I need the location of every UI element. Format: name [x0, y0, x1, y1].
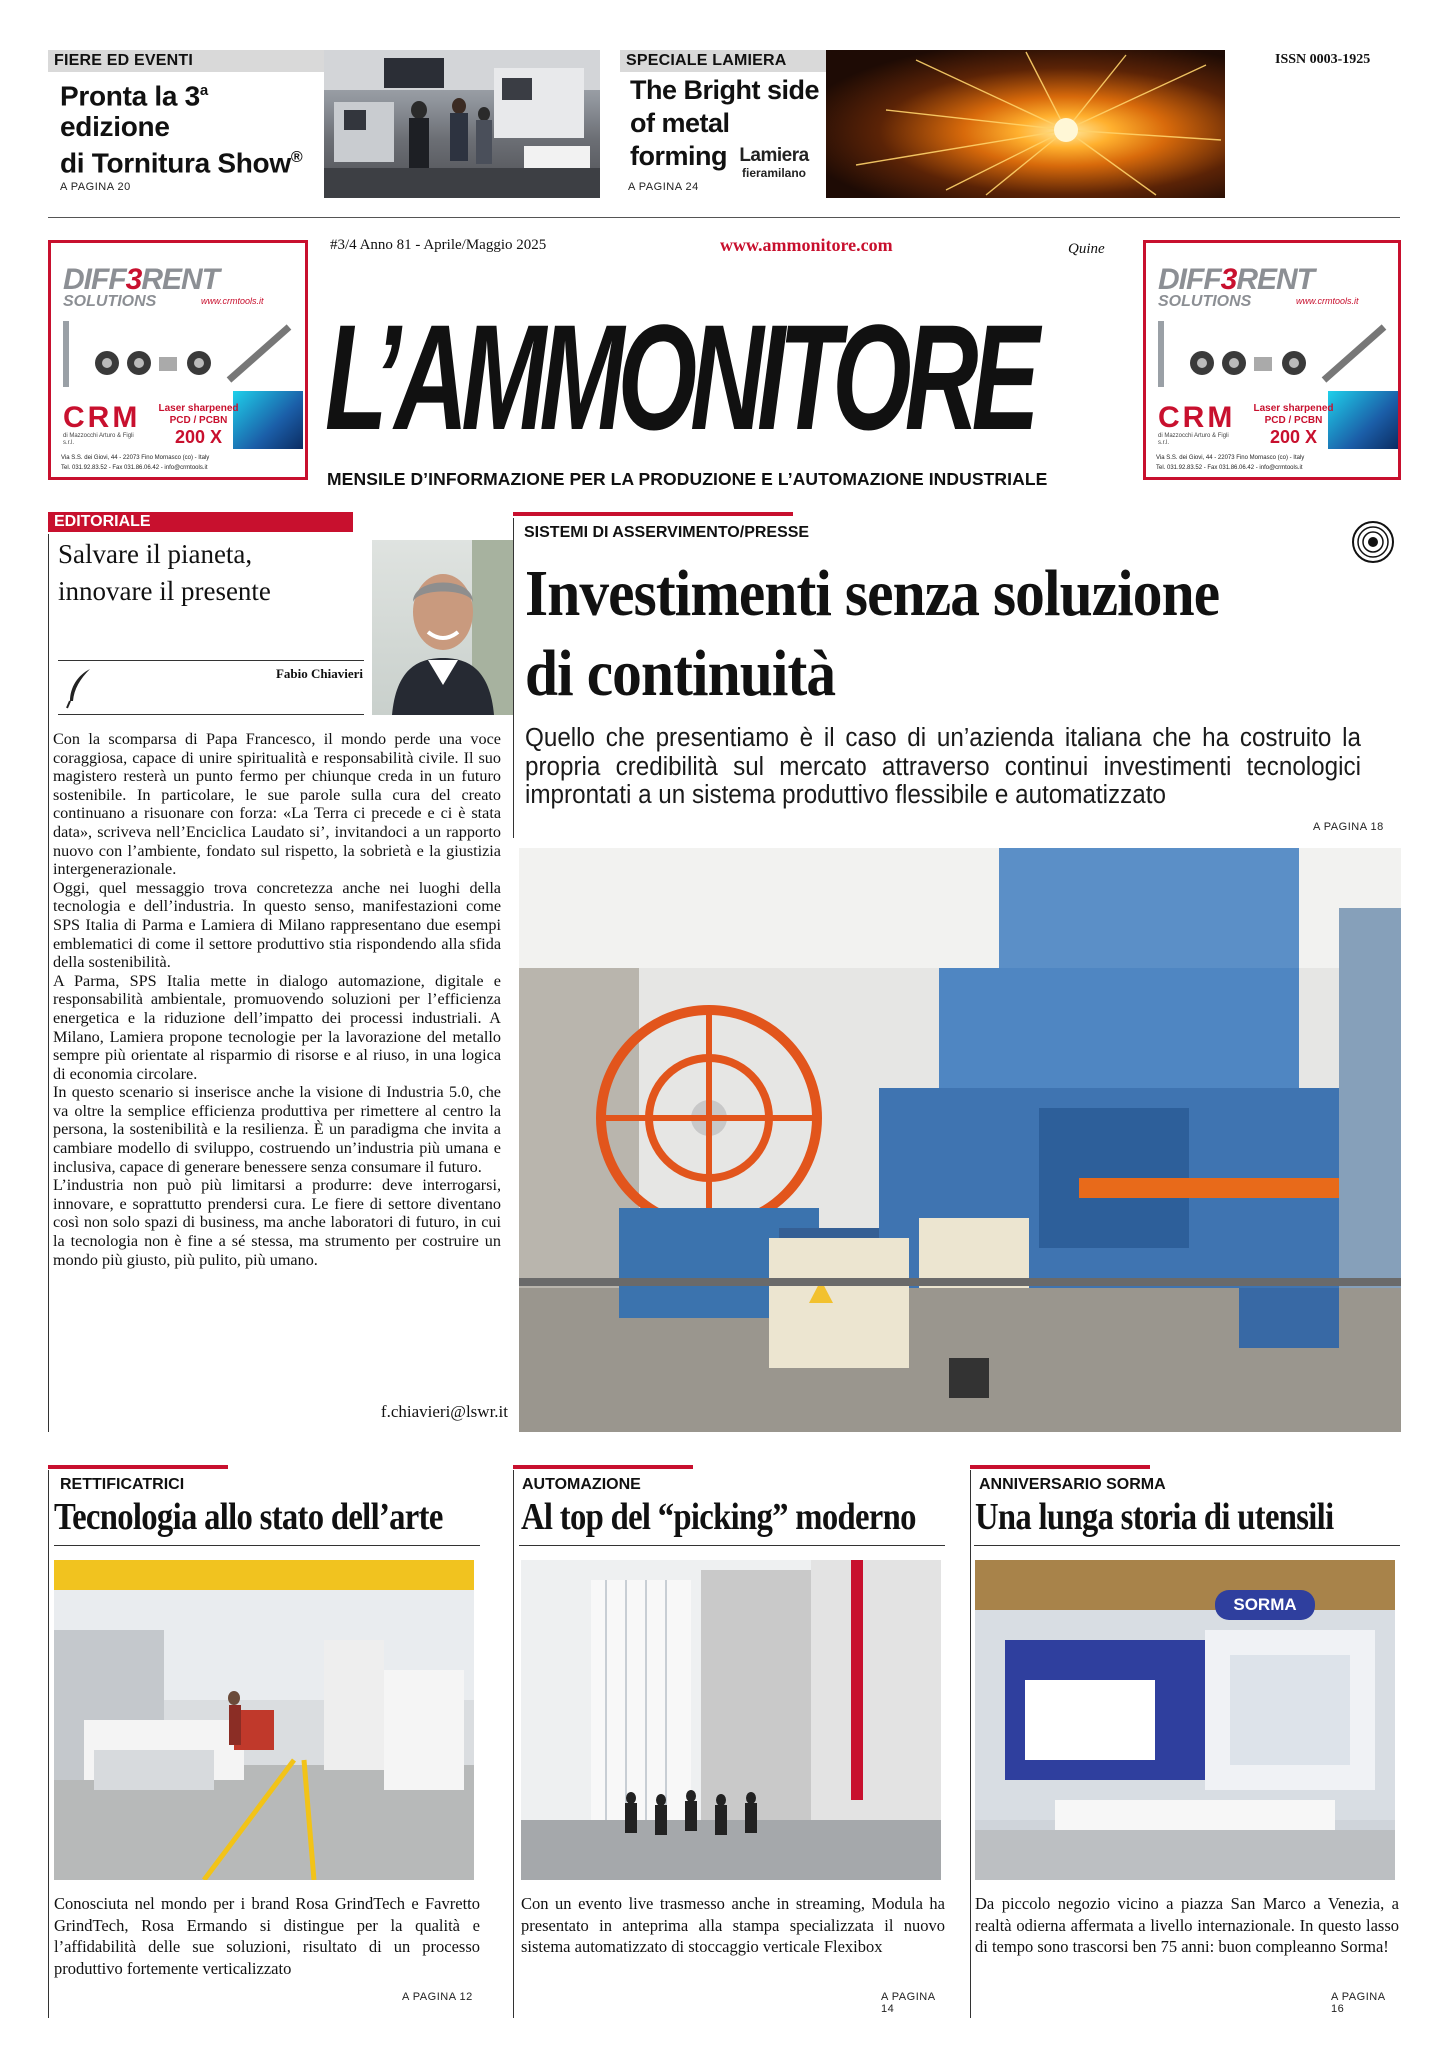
teaser-title-line1: The Bright side	[630, 75, 820, 105]
masthead-subtitle: MENSILE D’INFORMAZIONE PER LA PRODUZIONE E L’AUTOMAZIONE INDUSTRIALE	[327, 469, 1048, 489]
lamiera-logo	[724, 146, 824, 186]
lead-redbar	[513, 512, 793, 516]
article-rettificatrici[interactable]	[48, 1465, 480, 2018]
masthead-title: L’AMMONITORE	[325, 293, 1033, 461]
ad-offer-1: Laser sharpened	[158, 403, 239, 414]
ad-address: Via S.S. dei Giovi, 44 - 22073 Fino Mornasco (co) - Italy	[1156, 455, 1305, 461]
teaser-title-line2: of metal forming	[630, 108, 730, 171]
ad-headline-b: 3	[1220, 263, 1237, 296]
teaser-lamiera[interactable]	[620, 50, 1225, 198]
editorial-paragraph: A Parma, SPS Italia mette in dialogo automazione, digitale e responsabilità ambientale, promuovendo soluzioni per l’efficienza energetica e la riduzione dell’impatto dei processi industriali. A Milano, Lamiera propone tecnologie per la lavorazione del metallo sempre più orientate al risparmio di risorse e al riuso, in una logica di economia circolare.	[53, 971, 501, 1083]
editorial-frame	[48, 534, 49, 1432]
ad-headline-sub: SOLUTIONS	[63, 293, 157, 310]
lead-vrule	[513, 518, 514, 838]
editorial-author-rule-bottom	[58, 714, 364, 715]
ad-offer-2: PCD / PCBN	[169, 415, 228, 426]
teaser-title	[60, 75, 330, 179]
ad-tools-image	[1154, 315, 1394, 393]
teaser-title-line1: Pronta la 3	[60, 80, 200, 112]
ad-headline	[63, 265, 219, 295]
article-page: A PAGINA 16	[1331, 1991, 1385, 2015]
publisher-logo: Quine	[1068, 241, 1105, 257]
ad-crm-right[interactable]	[1143, 240, 1401, 480]
ad-site: www.crmtools.it	[201, 296, 264, 306]
top-rule	[48, 217, 1400, 218]
ad-headline-b: 3	[125, 263, 142, 296]
lead-title-line1: Investimenti senza soluzione	[525, 557, 1220, 630]
ad-offer-3: 200 X	[174, 427, 223, 447]
booth-sign: SORMA	[1215, 1590, 1315, 1620]
editorial-paragraph: Con la scomparsa di Papa Francesco, il mondo perde una voce coraggiosa, capace di unire spiritualità e responsabilità civile. Il suo magistero resterà un punto fermo per chiunque creda in un futuro sostenibile. In particolare, le sue parole sulla cura del creato continuano a risuonare con forza: «La Terra ci precede e ci è stata data», scriveva nell’Enciclica Laudato si’, invitandoci a un rapporto nuovo con l’ambiente, fondato sul rispetto, la sobrietà e la giustizia intergenerazionale.	[53, 730, 501, 879]
article-summary: Conosciuta nel mondo per i brand Rosa GrindTech e Favretto GrindTech, Rosa Ermando si distingue per la qualità e l’affidabilità delle sue soluzioni, risultato di un processo produttivo fortemente verticalizzato	[54, 1894, 480, 1978]
ad-headline-c: RENT	[1236, 263, 1315, 296]
ad-site: www.crmtools.it	[1296, 296, 1359, 306]
ad-offer-3: 200 X	[1269, 427, 1318, 447]
ad-headline-a: DIFF	[63, 263, 126, 296]
ad-headline-sub: SOLUTIONS	[1158, 293, 1252, 310]
ad-headline-a: DIFF	[1158, 263, 1221, 296]
teaser-title-line2: edizione	[60, 111, 170, 143]
article-page: A PAGINA 14	[881, 1991, 935, 2015]
ad-crm-left[interactable]	[48, 240, 308, 480]
lamiera-logo-name: Lamiera	[739, 145, 809, 166]
editorial-author-photo	[372, 540, 514, 715]
teaser-kicker: SPECIALE LAMIERA	[620, 50, 826, 72]
lead-article[interactable]	[513, 512, 1401, 1432]
article-vrule	[513, 1470, 514, 2018]
lead-photo-press	[519, 848, 1401, 1432]
article-title-rule	[519, 1545, 945, 1546]
ad-brand: CRM	[1158, 401, 1236, 434]
article-kicker: AUTOMAZIONE	[522, 1476, 641, 1493]
teaser-kicker: FIERE ED EVENTI	[48, 50, 324, 72]
editorial-paragraph: In questo scenario si inserisce anche la visione di Industria 5.0, che va oltre la semplice efficienza produttiva per rimettere al centro la persona, la sostenibilità e la resilienza. È un paradigma che invita a cambiare modello di sviluppo, costruendo un’industria più umana e inclusiva, capace di generare benessere senza consumare il futuro.	[53, 1083, 501, 1176]
editorial-kicker: EDITORIALE	[48, 512, 353, 532]
editorial-title	[58, 536, 348, 610]
article-vrule	[48, 1470, 49, 2018]
article-photo-factory	[54, 1560, 474, 1880]
article-automazione[interactable]	[513, 1465, 950, 2018]
article-kicker: RETTIFICATRICI	[60, 1476, 185, 1493]
ad-brand: CRM	[63, 401, 141, 434]
editorial-paragraph: Oggi, quel messaggio trova concretezza anche nei luoghi della tecnologia e dell’industria. In questo senso, manifestazioni come SPS Italia di Parma e Lamiera di Milano rappresentano due esempi emblematici di come il settore produttivo stia rispondendo alla sfida della sostenibilità.	[53, 878, 501, 972]
editorial-author: Fabio Chiavieri	[275, 666, 363, 681]
ad-offer	[156, 403, 241, 447]
ad-headline	[1158, 265, 1314, 295]
editorial-body	[53, 730, 501, 1269]
article-summary: Con un evento live trasmesso anche in streaming, Modula ha presentato in anteprima alla stampa specializzata il nuovo sistema automatizzato di stoccaggio verticale Flexibox	[521, 1894, 945, 1956]
article-sorma[interactable]	[970, 1465, 1401, 2018]
editorial	[48, 512, 514, 1432]
editorial-email[interactable]: f.chiavieri@lswr.it	[380, 1402, 508, 1421]
editorial-title-line1: Salvare il pianeta,	[58, 539, 253, 569]
ad-offer-1: Laser sharpened	[1253, 403, 1334, 414]
issn: ISSN 0003-1925	[1275, 52, 1371, 67]
ad-blue-swatch	[1328, 391, 1398, 449]
article-summary: Da piccolo negozio vicino a piazza San Marco a Venezia, a realtà odierna affermata a livello internazionale. In questo lasso di tempo sono trascorsi ben 75 anni: buon compleanno Sorma!	[975, 1894, 1399, 1956]
article-redbar	[970, 1465, 1150, 1469]
article-title-rule	[54, 1545, 480, 1546]
lead-title	[525, 554, 1299, 714]
article-title: Una lunga storia di utensili	[975, 1496, 1334, 1538]
article-photo-booth	[975, 1560, 1395, 1880]
article-page: A PAGINA 12	[402, 1991, 473, 2003]
ad-brand-sub: di Mazzocchi Arturo & Figli s.r.l.	[63, 433, 134, 446]
teaser-photo-tradeshow	[324, 50, 600, 198]
ad-headline-c: RENT	[141, 263, 220, 296]
ad-contacts: Tel. 031.92.83.52 - Fax 031.86.06.42 - info@crmtools.it	[1156, 465, 1303, 471]
ad-blue-swatch	[233, 391, 303, 449]
lead-title-line2: di continuità	[525, 637, 836, 710]
teaser-tornitura[interactable]	[48, 50, 600, 198]
teaser-photo-sparks	[826, 50, 1225, 198]
article-title: Tecnologia allo stato dell’arte	[54, 1496, 443, 1538]
press-drawing	[519, 848, 1401, 1432]
teaser-title-reg: ®	[290, 149, 303, 167]
ad-brand-sub: di Mazzocchi Arturo & Figli s.r.l.	[1158, 433, 1229, 446]
article-kicker: ANNIVERSARIO SORMA	[979, 1476, 1166, 1493]
lead-kicker: SISTEMI DI ASSERVIMENTO/PRESSE	[524, 524, 810, 541]
website-link[interactable]: www.ammonitore.com	[720, 235, 893, 255]
editorial-paragraph: L’industria non può più limitarsi a produrre: deve interrogarsi, innovare, e soprattutto prendersi cura. Le fiere di settore diventano così non solo spazi di business, ma anche laboratori di futuro, in cui la tecnologia non è fine a sé stessa, ma strumento per costruire un mondo più giusto, più pulito, più umano.	[53, 1176, 501, 1269]
editorial-author-rule-top	[58, 660, 364, 661]
article-redbar	[513, 1465, 693, 1469]
teaser-page: A PAGINA 24	[628, 181, 699, 193]
article-title: Al top del “picking” moderno	[521, 1496, 916, 1538]
ad-address: Via S.S. dei Giovi, 44 - 22073 Fino Mornasco (co) - Italy	[61, 455, 210, 461]
ad-offer-2: PCD / PCBN	[1264, 415, 1323, 426]
speaker-icon	[1351, 520, 1395, 564]
lead-page: A PAGINA 18	[1313, 821, 1384, 833]
lead-standfirst: Quello che presentiamo è il caso di un’azienda italiana che ha costruito la propria credibilità sul mercato attraverso continui investimenti tecnologici improntati a un sistema produttivo flessibile e automatizzato	[525, 724, 1361, 809]
tradeshow-drawing	[324, 50, 600, 198]
editorial-title-line2: innovare il presente	[58, 576, 271, 606]
article-photo-warehouse	[521, 1560, 941, 1880]
article-redbar	[48, 1465, 228, 1469]
teaser-title-line3: di Tornitura Show	[60, 147, 291, 179]
ad-offer	[1251, 403, 1336, 447]
article-title-rule	[974, 1545, 1400, 1546]
lamiera-logo-sub: fieramilano	[741, 166, 807, 180]
article-vrule	[970, 1470, 971, 2018]
sparks-drawing	[826, 50, 1225, 198]
ad-contacts: Tel. 031.92.83.52 - Fax 031.86.06.42 - info@crmtools.it	[61, 465, 208, 471]
teaser-page: A PAGINA 20	[60, 181, 131, 193]
ad-tools-image	[59, 315, 299, 393]
issue-info: #3/4 Anno 81 - Aprile/Maggio 2025	[330, 237, 547, 253]
teaser-title-sup: a	[199, 82, 208, 99]
feather-icon	[64, 667, 94, 709]
